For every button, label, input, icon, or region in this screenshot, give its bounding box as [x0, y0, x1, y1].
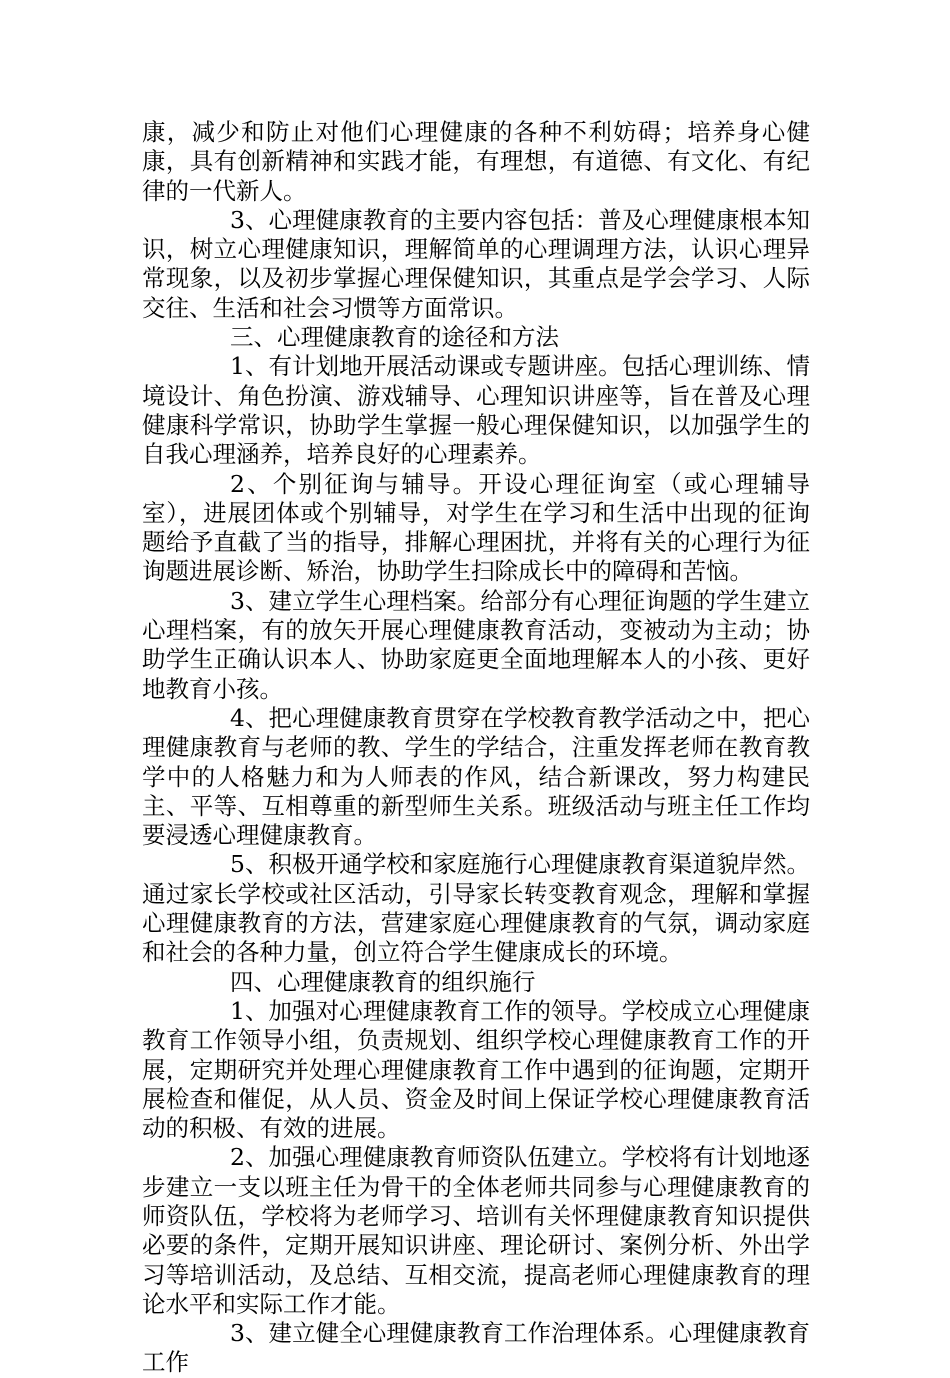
- section-heading: 三、心理健康教育的途径和方法: [230, 323, 559, 352]
- paragraph: 康，减少和防止对他们心理健康的各种不利妨碍；培养身心健康，具有创新精神和实践才能，有理想，有道德、有文化、有纪律的一代新人。: [142, 118, 810, 205]
- paragraph: 1、有计划地开展活动课或专题讲座。包括心理训练、情境设计、角色扮演、游戏辅导、心理知识讲座等，旨在普及心理健康科学常识，协助学生掌握一般心理保健知识，以加强学生的自我心理涵养，培养良好的心理素养。: [142, 352, 810, 469]
- paragraph: 3、建立学生心理档案。给部分有心理征询题的学生建立心理档案，有的放矢开展心理健康教育活动，变被动为主动；协助学生正确认识本人、协助家庭更全面地理解本人的小孩、更好地教育小孩。: [142, 586, 810, 703]
- paragraph: 1、加强对心理健康教育工作的领导。学校成立心理健康教育工作领导小组，负责规划、组织学校心理健康教育工作的开展，定期研究并处理心理健康教育工作中遇到的征询题，定期开展检查和催促，从人员、资金及时间上保证学校心理健康教育活动的积极、有效的进展。: [142, 996, 810, 1143]
- paragraph: 2、个别征询与辅导。开设心理征询室（或心理辅导室），进展团体或个别辅导，对学生在学习和生活中出现的征询题给予直截了当的指导，排解心理困扰，并将有关的心理行为征询题进展诊断、矫治，协助学生扫除成长中的障碍和苦恼。: [142, 469, 810, 586]
- paragraph: 2、加强心理健康教育师资队伍建立。学校将有计划地逐步建立一支以班主任为骨干的全体老师共同参与心理健康教育的师资队伍，学校将为老师学习、培训有关怀理健康教育知识提供必要的条件，定期开展知识讲座、理论研讨、案例分析、外出学习等培训活动，及总结、互相交流，提高老师心理健康教育的理论水平和实际工作才能。: [142, 1143, 810, 1318]
- paragraph: 5、积极开通学校和家庭施行心理健康教育渠道貌岸然。通过家长学校或社区活动，引导家长转变教育观念，理解和掌握心理健康教育的方法，营建家庭心理健康教育的气氛，调动家庭和社会的各种力量，创立符合学生健康成长的环境。: [142, 850, 810, 967]
- paragraph: 3、建立健全心理健康教育工作治理体系。心理健康教育工作: [142, 1319, 810, 1377]
- section-heading: 四、心理健康教育的组织施行: [230, 967, 536, 996]
- paragraph: 3、心理健康教育的主要内容包括：普及心理健康根本知识，树立心理健康知识，理解简单的心理调理方法，认识心理异常现象，以及初步掌握心理保健知识，其重点是学会学习、人际交往、生活和社会习惯等方面常识。: [142, 205, 810, 322]
- paragraph: 4、把心理健康教育贯穿在学校教育教学活动之中，把心理健康教育与老师的教、学生的学结合，注重发挥老师在教育教学中的人格魅力和为人师表的作风，结合新课改，努力构建民主、平等、互相尊重的新型师生关系。班级活动与班主任工作均要浸透心理健康教育。: [142, 703, 810, 850]
